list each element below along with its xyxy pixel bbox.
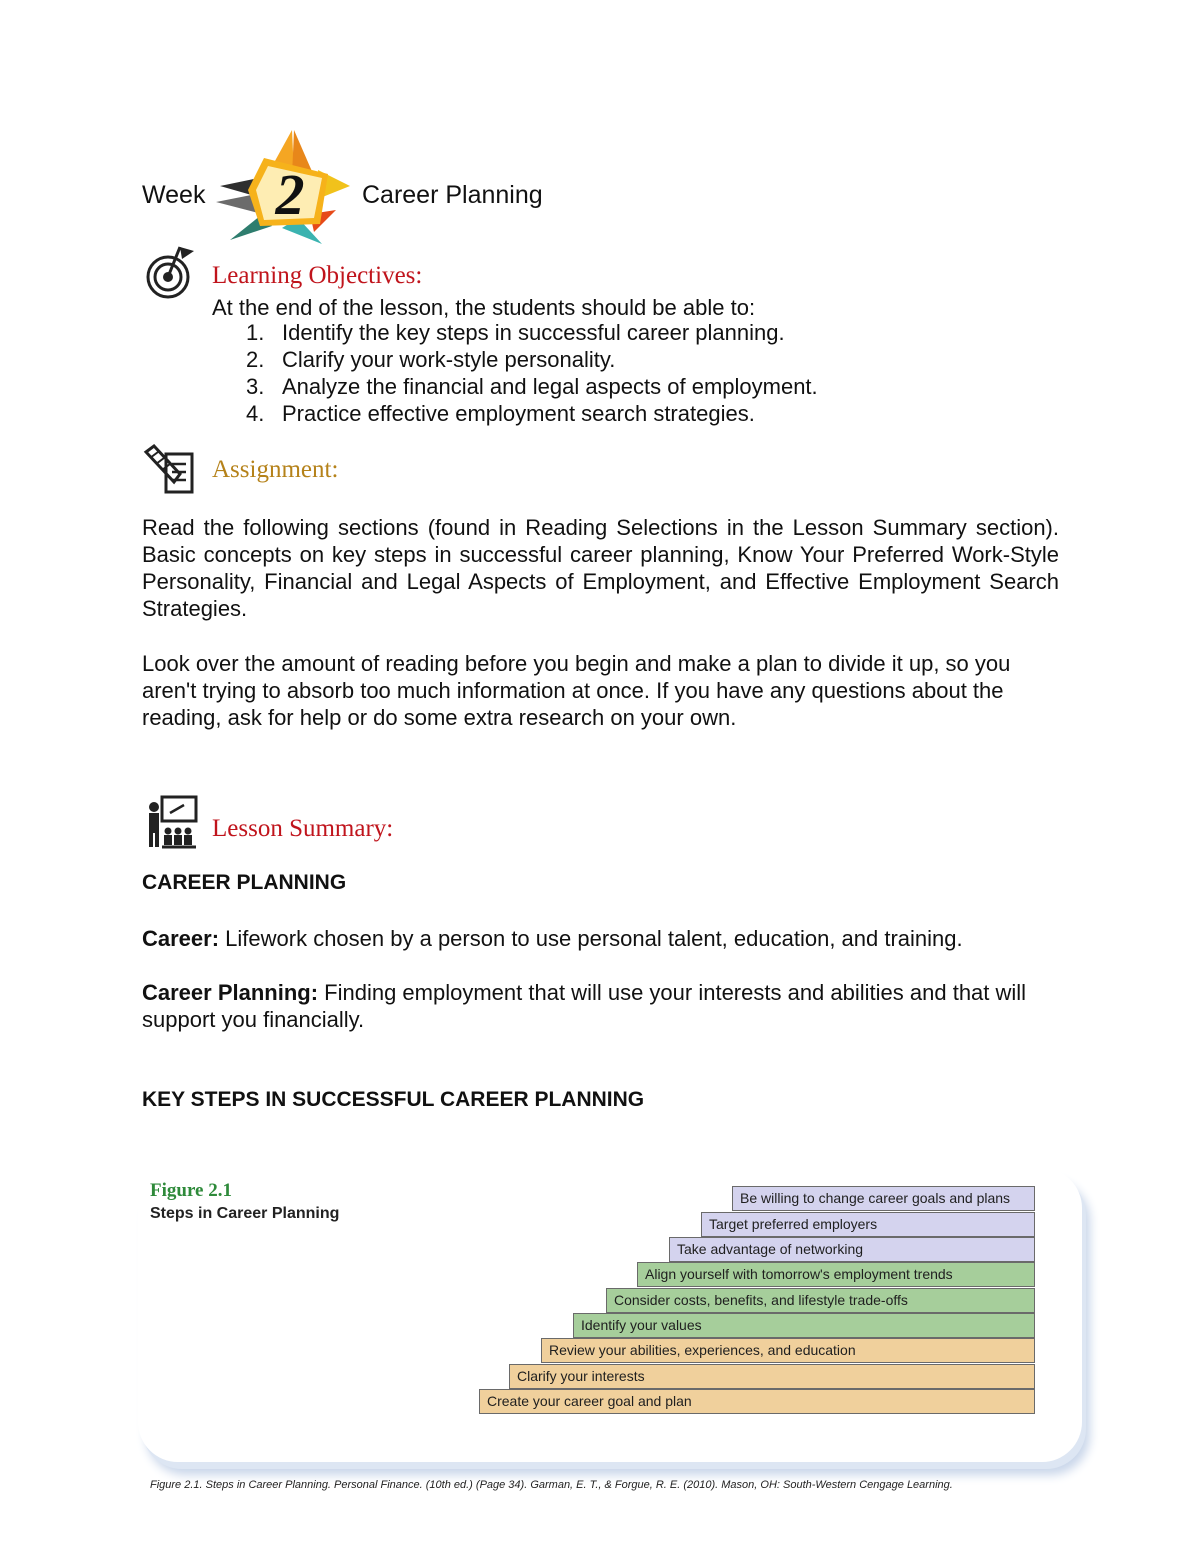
career-definition: Career: Lifework chosen by a person to use personal talent, education, and training.: [142, 926, 963, 951]
figure-caption: Figure 2.1. Steps in Career Planning. Personal Finance. (10th ed.) (Page 34). Garman, E. T., & Forgue, R. E. (2010). Mason, OH: South-Western Cengage Learning.: [150, 1479, 953, 1491]
career-step: Consider costs, benefits, and lifestyle trade-offs: [606, 1288, 1035, 1313]
section-heading: CAREER PLANNING: [142, 871, 347, 894]
objectives-list: [246, 319, 818, 427]
assignment-paragraph: Look over the amount of reading before you begin and make a plan to divide it up, so you aren't trying to absorb too much information at once. If you have any questions about the reading, ask for help or do some extra research on your own.: [142, 651, 1011, 730]
section-heading: KEY STEPS IN SUCCESSFUL CAREER PLANNING: [142, 1088, 645, 1111]
career-step: Clarify your interests: [509, 1364, 1035, 1389]
career-step: Target preferred employers: [701, 1212, 1035, 1237]
career-step: Identify your values: [573, 1313, 1035, 1338]
career-planning-definition: Career Planning: Finding employment that will use your interests and abilities and that will support you financially.: [142, 980, 1027, 1032]
list-item: 3. Analyze the financial and legal aspects of employment.: [246, 374, 818, 399]
page-title: Career Planning: [362, 181, 543, 209]
lesson-summary-heading: Lesson Summary:: [212, 815, 394, 842]
objectives-intro: At the end of the lesson, the students should be able to:: [212, 295, 756, 320]
career-step: Review your abilities, experiences, and education: [541, 1338, 1035, 1363]
figure-label: Figure 2.1: [150, 1180, 232, 1201]
learning-objectives-heading: Learning Objectives:: [212, 262, 423, 289]
career-step: Take advantage of networking: [669, 1237, 1035, 1262]
week-number: 2: [275, 162, 305, 227]
career-step: Be willing to change career goals and plans: [732, 1186, 1035, 1211]
target-flag-icon: [144, 243, 200, 301]
figure-subtitle: Steps in Career Planning: [150, 1205, 340, 1222]
career-step: Align yourself with tomorrow's employment trends: [637, 1262, 1035, 1287]
assignment-paragraph: Read the following sections (found in Reading Selections in the Lesson Summary section). Basic concepts on key steps in successful career planning, Know Your Preferred Work-Style Personality, Financial and Legal Aspects of Employment, and Effective Employment Search Strategies.: [142, 515, 1059, 621]
career-step: Create your career goal and plan: [479, 1389, 1035, 1414]
list-item: 2. Clarify your work-style personality.: [246, 347, 616, 372]
week-label: Week: [142, 181, 206, 209]
teacher-presentation-icon: [144, 793, 200, 851]
list-item: 4. Practice effective employment search strategies.: [246, 401, 755, 426]
assignment-heading: Assignment:: [212, 456, 339, 483]
document-pencil-icon: [142, 444, 198, 496]
list-item: 1. Identify the key steps in successful career planning.: [246, 320, 785, 345]
week-number-badge: [210, 128, 352, 246]
